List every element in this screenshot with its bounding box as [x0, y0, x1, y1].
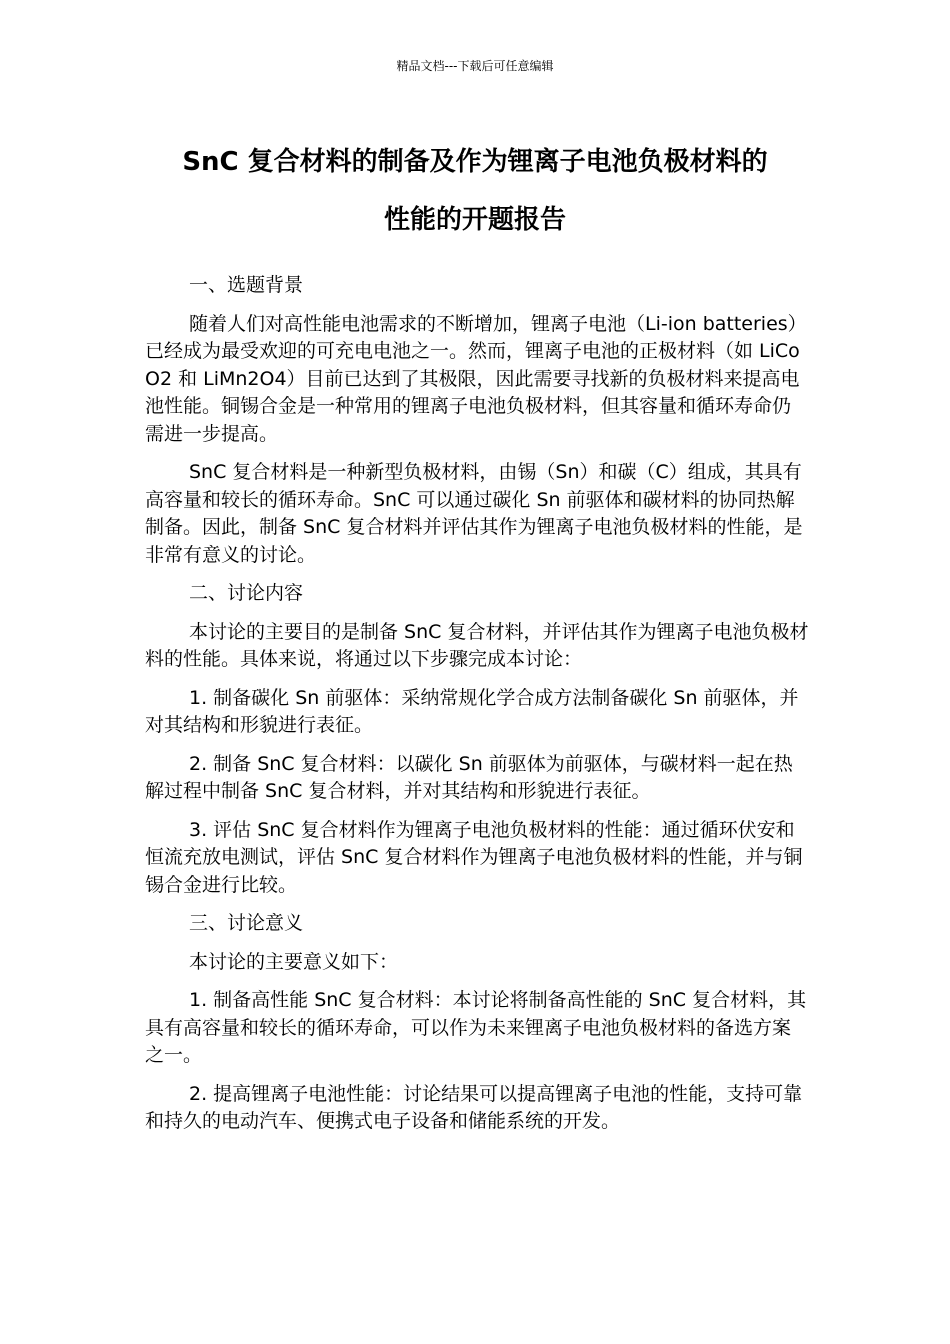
paragraph: 随着人们对高性能电池需求的不断增加，锂离子电池（Li-ion batteries）已经成为最受欢迎的可充电电池之一。然而，锂离子电池的正极材料（如 LiCoO2 和 LiMn2O4）目前已达到了其极限，因此需要寻找新的负极材料来提高电池性能。铜锡合金是一种常用的锂离子电池负极材料，但其容量和循环寿命仍需进一步提高。: [145, 312, 807, 445]
document-body: [145, 272, 809, 1147]
document-title: [110, 133, 840, 249]
title-line-2: 性能的开题报告: [383, 205, 566, 235]
list-item: 3. 评估 SnC 复合材料作为锂离子电池负极材料的性能：通过循环伏安和恒流充放电测试，评估 SnC 复合材料作为锂离子电池负极材料的性能，并与铜锡合金进行比较。: [145, 818, 803, 896]
header-note: 精品文档---下载后可任意编辑: [396, 59, 554, 73]
paragraph: SnC 复合材料是一种新型负极材料，由锡（Sn）和碳（C）组成，其具有高容量和较长的循环寿命。SnC 可以通过碳化 Sn 前驱体和碳材料的协同热解制备。因此，制备 SnC 复合材料并评估其作为锂离子电池负极材料的性能，是非常有意义的讨论。: [145, 461, 803, 566]
paragraph: 本讨论的主要意义如下：: [189, 950, 399, 973]
list-item: 1. 制备碳化 Sn 前驱体：采纳常规化学合成方法制备碳化 Sn 前驱体，并对其结构和形貌进行表征。: [145, 686, 799, 736]
section-heading-content: 二、讨论内容: [189, 582, 304, 604]
paragraph: 本讨论的主要目的是制备 SnC 复合材料，并评估其作为锂离子电池负极材料的性能。具体来说，将通过以下步骤完成本讨论：: [145, 620, 809, 670]
section-heading-significance: 三、讨论意义: [189, 912, 304, 934]
title-line-1: SnC 复合材料的制备及作为锂离子电池负极材料的: [182, 147, 768, 177]
list-item: 2. 制备 SnC 复合材料：以碳化 Sn 前驱体为前驱体，与碳材料一起在热解过程中制备 SnC 复合材料，并对其结构和形貌进行表征。: [145, 752, 793, 802]
section-heading-background: 一、选题背景: [189, 274, 304, 296]
list-item: 1. 制备高性能 SnC 复合材料：本讨论将制备高性能的 SnC 复合材料，其具有高容量和较长的循环寿命，可以作为未来锂离子电池负极材料的备选方案之一。: [145, 989, 807, 1066]
list-item: 2. 提高锂离子电池性能：讨论结果可以提高锂离子电池的性能，支持可靠和持久的电动汽车、便携式电子设备和储能系统的开发。: [145, 1082, 803, 1132]
